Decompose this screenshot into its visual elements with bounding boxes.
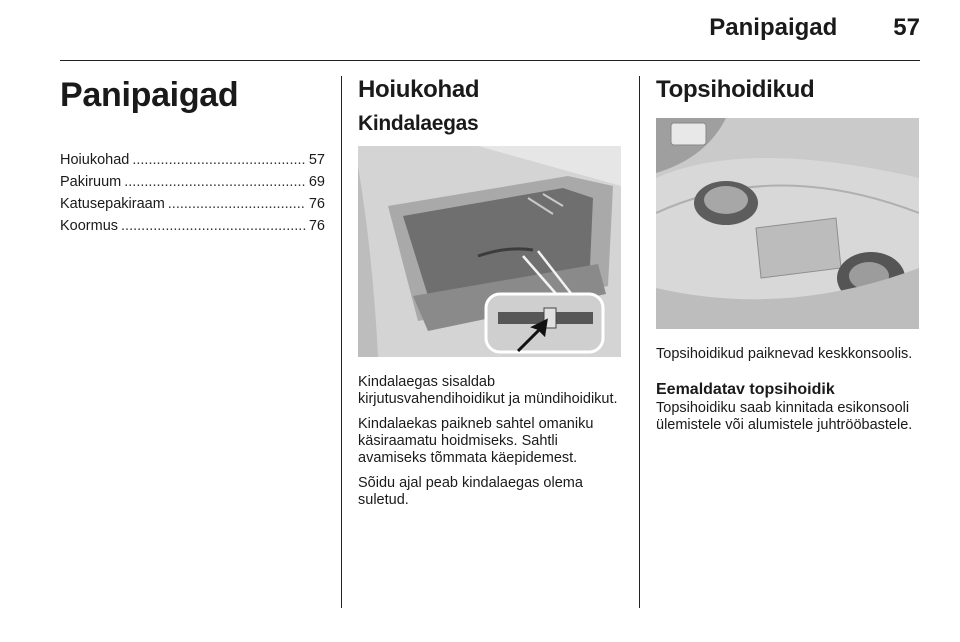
toc-leader [168, 193, 306, 215]
storage-column [358, 76, 623, 517]
toc-label: Koormus [60, 218, 119, 234]
toc-entry[interactable] [60, 171, 325, 193]
section-heading: Topsihoidikud [656, 76, 815, 103]
glovebox-illustration-icon [358, 146, 621, 357]
toc-entry[interactable] [60, 193, 325, 215]
subsection-heading: Kindalaegas [358, 112, 479, 135]
toc-label: Katusepakiraam [60, 196, 165, 212]
section-heading: Hoiukohad [358, 76, 480, 103]
paragraph: Topsihoidiku saab kinnitada esikonsooli ülemistele või alumistele juhtrööbastele. [656, 400, 913, 433]
header-rule [60, 60, 920, 61]
toc-page: 57 [308, 152, 325, 168]
table-of-contents [60, 149, 325, 237]
page-number: 57 [893, 14, 920, 41]
toc-label: Hoiukohad [60, 152, 130, 168]
chapter-title: Panipaigad [60, 76, 239, 114]
toc-page: 76 [308, 196, 325, 212]
subsection-heading: Eemaldatav topsihoidik [656, 381, 835, 398]
paragraph: Topsihoidikud paiknevad keskkonsoolis. [656, 346, 913, 362]
paragraph: Sõidu ajal peab kindalaegas olema suletud. [358, 475, 583, 508]
toc-leader [121, 215, 306, 237]
column-divider [341, 76, 342, 608]
toc-leader [124, 171, 306, 193]
removable-cupholder-section [656, 381, 921, 434]
chapter-column [60, 76, 325, 237]
page-header [709, 14, 920, 42]
cupholder-column [656, 76, 921, 442]
toc-leader [132, 149, 306, 171]
toc-page: 76 [308, 218, 325, 234]
cupholder-illustration-icon [656, 118, 919, 329]
column-divider [639, 76, 640, 608]
toc-entry[interactable] [60, 215, 325, 237]
paragraph: Kindalaekas paikneb sahtel omaniku käsiraamatu hoidmiseks. Sahtli avamiseks tõmmata käepidemest. [358, 416, 594, 466]
toc-label: Pakiruum [60, 174, 122, 190]
toc-page: 69 [308, 174, 325, 190]
running-title: Panipaigad [709, 14, 838, 41]
paragraph: Kindalaegas sisaldab kirjutusvahendihoidikut ja mündihoidikut. [358, 374, 618, 407]
toc-entry[interactable] [60, 149, 325, 171]
